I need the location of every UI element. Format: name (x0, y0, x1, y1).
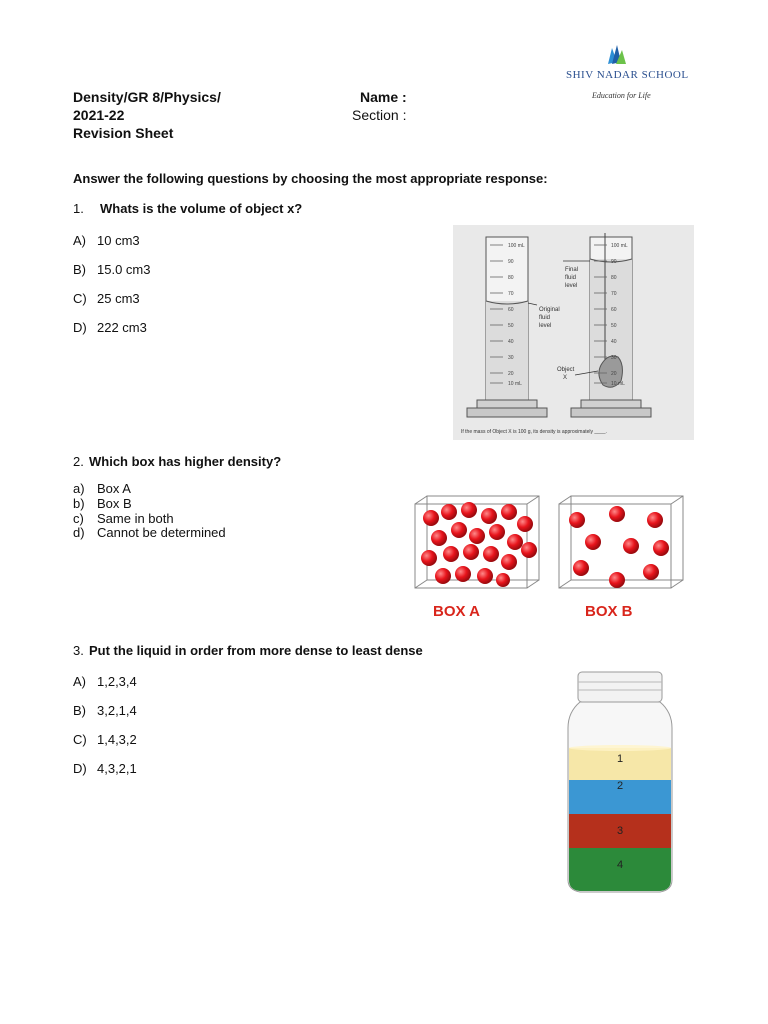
right-scale-top: 100 mL (611, 243, 628, 249)
q3-option-text[interactable]: 1,2,3,4 (97, 674, 137, 689)
q2-option-text[interactable]: Same in both (97, 511, 174, 526)
right-scale-tick: 30 (611, 355, 617, 361)
right-scale-tick: 50 (611, 323, 617, 329)
left-scale-tick: 40 (508, 339, 514, 345)
left-scale-tick: 90 (508, 259, 514, 265)
q2-number: 2. (73, 454, 84, 469)
q3-jar-figure (560, 668, 680, 898)
left-scale-tick: 70 (508, 291, 514, 297)
layer-1-label: 1 (617, 753, 624, 765)
section-label: Section : (352, 107, 407, 123)
right-scale-bottom: 10 mL (611, 381, 625, 387)
q1-option-letter: D) (73, 320, 87, 335)
q2-option-letter: d) (73, 525, 85, 540)
q3-option-letter: A) (73, 674, 86, 689)
final-level-label: Final (565, 267, 579, 273)
q2-option-text[interactable]: Box A (97, 481, 131, 496)
box-b-label: BOX B (585, 603, 633, 620)
box-b-particles (569, 506, 669, 588)
q2-option-text[interactable]: Box B (97, 496, 132, 511)
left-scale-tick: 30 (508, 355, 514, 361)
q3-option-text[interactable]: 3,2,1,4 (97, 703, 137, 718)
school-name: SHIV NADAR SCHOOL (566, 69, 689, 81)
right-scale-tick: 70 (611, 291, 617, 297)
right-scale-tick: 60 (611, 307, 617, 313)
left-scale-top: 100 mL (508, 243, 525, 249)
object-label: Object (557, 367, 575, 373)
layer-4-label: 4 (617, 859, 624, 871)
right-scale-tick: 20 (611, 371, 617, 377)
original-level-label: level (539, 323, 552, 329)
school-logo (560, 42, 720, 110)
q1-option-letter: C) (73, 291, 87, 306)
sheet-title: Density/GR 8/Physics/ (73, 89, 221, 105)
right-scale-tick: 80 (611, 275, 617, 281)
q3-option-text[interactable]: 1,4,3,2 (97, 732, 137, 747)
q2-option-letter: b) (73, 496, 85, 511)
q1-text: Whats is the volume of object x? (100, 201, 303, 216)
q1-option-text[interactable]: 222 cm3 (97, 320, 147, 335)
q1-number: 1. (73, 201, 84, 216)
q1-option-text[interactable]: 15.0 cm3 (97, 262, 151, 277)
left-scale-bottom: 10 mL (508, 381, 522, 387)
left-scale-tick: 20 (508, 371, 514, 377)
box-a-particles (421, 502, 537, 587)
q1-cylinder-figure (453, 225, 694, 440)
sheet-subtitle: Revision Sheet (73, 125, 174, 141)
original-level-label: fluid (539, 315, 551, 321)
left-scale-tick: 60 (508, 307, 514, 313)
final-level-label: fluid (565, 275, 577, 281)
q3-number: 3. (73, 643, 84, 658)
q3-option-letter: B) (73, 703, 86, 718)
right-scale-tick: 90 (611, 259, 617, 265)
school-tagline: Education for Life (592, 91, 651, 100)
left-scale-tick: 50 (508, 323, 514, 329)
q1-option-text[interactable]: 10 cm3 (97, 233, 140, 248)
q2-option-letter: c) (73, 511, 84, 526)
layer-3-label: 3 (617, 825, 624, 837)
object-label: X (563, 375, 568, 381)
q2-option-letter: a) (73, 481, 85, 496)
q2-text: Which box has higher density? (89, 454, 282, 469)
final-level-label: level (565, 283, 578, 289)
left-scale-tick: 80 (508, 275, 514, 281)
figure-caption: If the mass of Object X is 100 g, its density is approximately ____. (461, 429, 607, 435)
q3-option-text[interactable]: 4,3,2,1 (97, 761, 137, 776)
box-a-label: BOX A (433, 603, 480, 620)
q3-option-letter: D) (73, 761, 87, 776)
academic-year: 2021-22 (73, 107, 125, 123)
q3-option-letter: C) (73, 732, 87, 747)
logo-emblem-icon (560, 42, 720, 72)
instructions: Answer the following questions by choosing the most appropriate response: (73, 171, 548, 186)
layer-2-label: 2 (617, 780, 624, 792)
name-label: Name : (360, 89, 407, 105)
original-level-label: Original (539, 307, 560, 313)
q1-option-letter: B) (73, 262, 86, 277)
q1-option-letter: A) (73, 233, 86, 248)
right-scale-tick: 40 (611, 339, 617, 345)
q2-option-text[interactable]: Cannot be determined (97, 525, 226, 540)
q1-option-text[interactable]: 25 cm3 (97, 291, 140, 306)
q3-text: Put the liquid in order from more dense to least dense (89, 643, 423, 658)
q2-boxes-figure (405, 490, 685, 625)
